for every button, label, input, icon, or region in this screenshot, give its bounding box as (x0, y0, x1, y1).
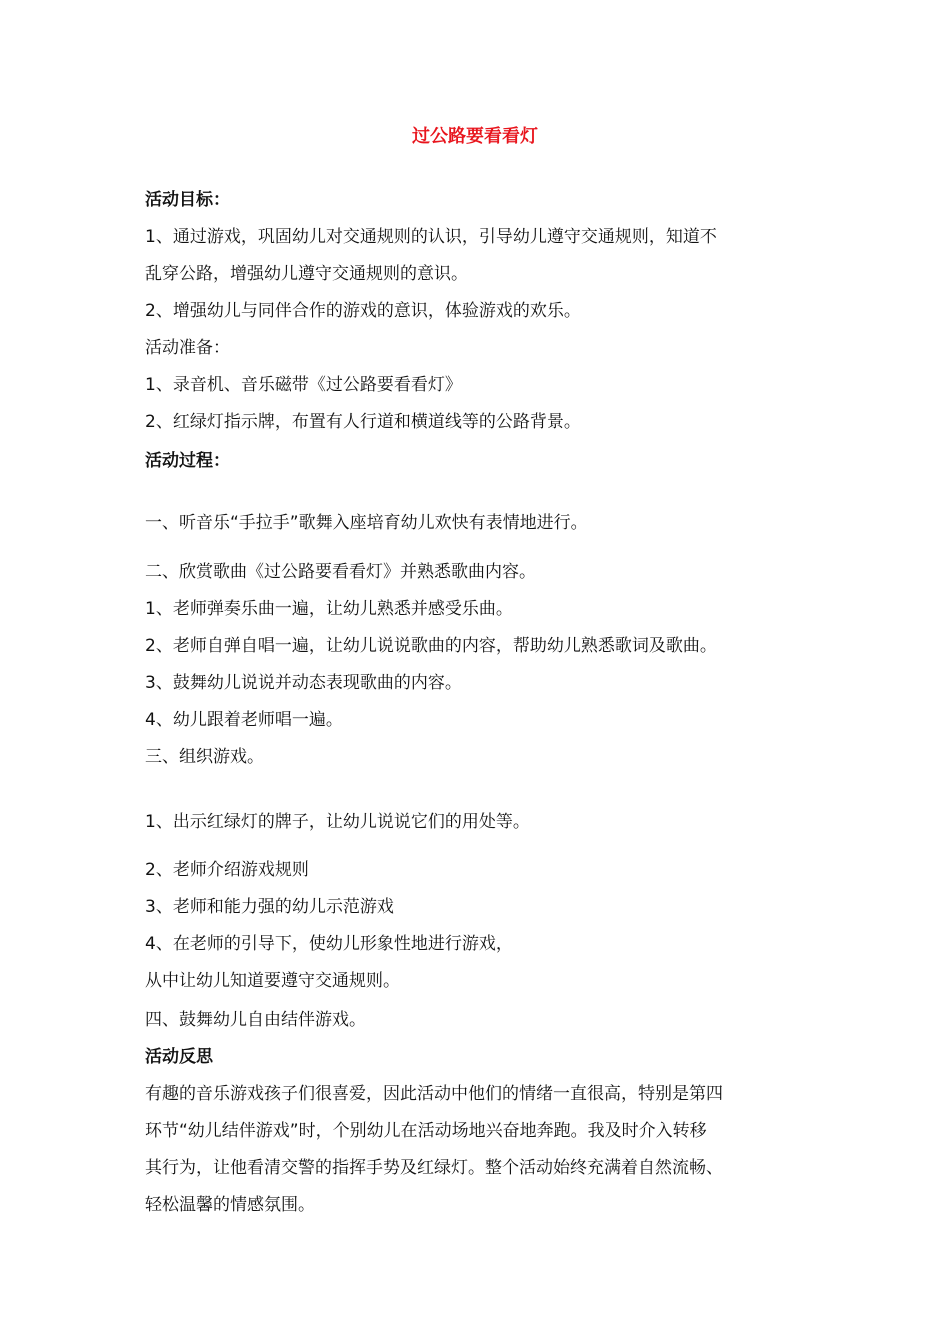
process-step-3-item-3: 3、老师和能力强的幼儿示范游戏 (145, 897, 394, 917)
prep-heading: 活动准备： (145, 338, 230, 358)
process-step-1: 一、听音乐“手拉手”歌舞入座培育幼儿欢快有表情地进行。 (145, 513, 588, 533)
reflection-line-2: 环节“幼儿结伴游戏”时，个别幼儿在活动场地兴奋地奔跑。我及时介入转移 (145, 1121, 707, 1141)
goal-item-1-line-2: 乱穿公路，增强幼儿遵守交通规则的意识。 (145, 264, 468, 284)
goal-item-2: 2、增强幼儿与同伴合作的游戏的意识，体验游戏的欢乐。 (145, 301, 581, 321)
reflection-heading: 活动反思 (145, 1047, 213, 1067)
process-step-3-item-1: 1、出示红绿灯的牌子，让幼儿说说它们的用处等。 (145, 812, 530, 832)
process-step-2-item-2: 2、老师自弹自唱一遍，让幼儿说说歌曲的内容，帮助幼儿熟悉歌词及歌曲。 (145, 636, 717, 656)
prep-item-2: 2、红绿灯指示牌，布置有人行道和横道线等的公路背景。 (145, 412, 581, 432)
goal-heading: 活动目标： (145, 190, 230, 210)
process-step-3: 三、组织游戏。 (145, 747, 264, 767)
process-step-2-item-1: 1、老师弹奏乐曲一遍，让幼儿熟悉并感受乐曲。 (145, 599, 513, 619)
process-step-3-item-4-line-1: 4、在老师的引导下，使幼儿形象性地进行游戏， (145, 934, 513, 954)
process-step-2-item-3: 3、鼓舞幼儿说说并动态表现歌曲的内容。 (145, 673, 462, 693)
prep-item-1: 1、录音机、音乐磁带《过公路要看看灯》 (145, 375, 462, 395)
process-step-3-item-2: 2、老师介绍游戏规则 (145, 860, 309, 880)
reflection-line-1: 有趣的音乐游戏孩子们很喜爱，因此活动中他们的情绪一直很高，特别是第四 (145, 1084, 723, 1104)
process-step-4: 四、鼓舞幼儿自由结伴游戏。 (145, 1010, 366, 1030)
goal-item-1-line-1: 1、通过游戏，巩固幼儿对交通规则的认识，引导幼儿遵守交通规则，知道不 (145, 227, 717, 247)
process-heading: 活动过程： (145, 451, 230, 471)
process-step-2: 二、欣赏歌曲《过公路要看看灯》并熟悉歌曲内容。 (145, 562, 536, 582)
reflection-line-4: 轻松温馨的情感氛围。 (145, 1195, 315, 1215)
document-title: 过公路要看看灯 (412, 126, 538, 147)
process-step-3-item-4-line-2: 从中让幼儿知道要遵守交通规则。 (145, 971, 400, 991)
process-step-2-item-4: 4、幼儿跟着老师唱一遍。 (145, 710, 343, 730)
reflection-line-3: 其行为，让他看清交警的指挥手势及红绿灯。整个活动始终充满着自然流畅、 (145, 1158, 723, 1178)
